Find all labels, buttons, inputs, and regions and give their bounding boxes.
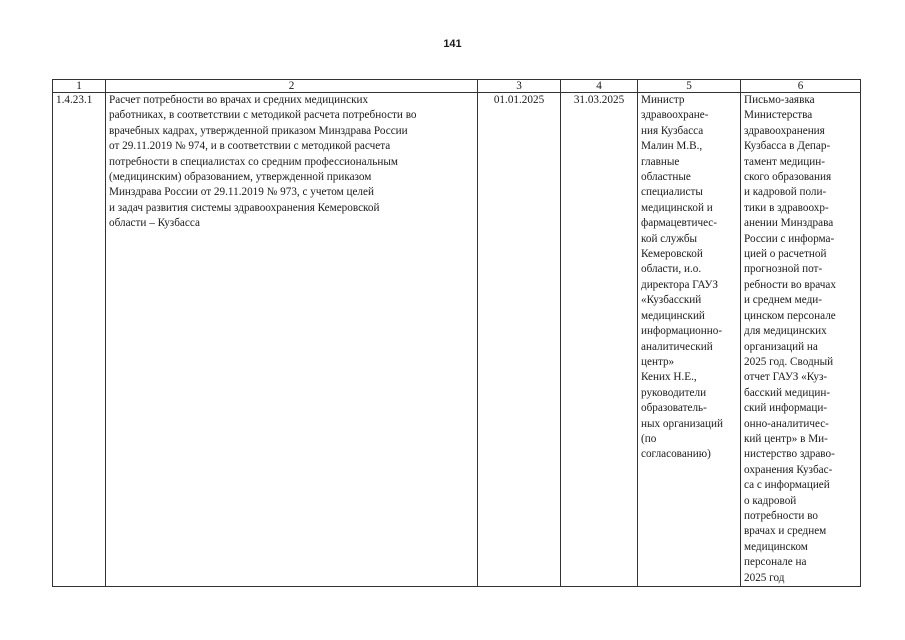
result-text: Письмо-заявка Министерства здравоохранения Кузбасса в Депар- тамент медицин- ского образования и кадровой поли- тики в здравоохр- анении Минздрава России с информа- цией о расчетной прогнозной пот- ребности во врачах и среднем меди- цинском персонале для медицинских организаций на 2025 год. Сводный отчет ГАУЗ «Куз- басский медицин- ский информаци- онно-аналитичес- кий центр» в Ми- нистерство здраво- охранения Кузбас- са с информацией о кадровой потребности во врачах и среднем медицинском персонале на 2025 год [744, 94, 836, 584]
row-start-date: 01.01.2025 [478, 93, 561, 587]
row-end-date: 31.03.2025 [561, 93, 638, 587]
header-cell-2: 2 [106, 80, 478, 93]
description-text: Расчет потребности во врачах и средних медицинских работниках, в соответствии с методикой расчета потребности во врачебных кадрах, утвержденной приказом Минздрава России от 29.11.2019 № 974, и в соответствии с методикой расчета потребности в специалистах со средним профессиональным (медицинским) образованием, утвержденной приказом Минздрава России от 29.11.2019 № 973, с учетом целей и задач развития системы здравоохранения Кемеровской области – Кузбасса [109, 94, 417, 230]
row-result [741, 93, 861, 587]
table-header-row [53, 80, 861, 93]
row-responsible [638, 93, 741, 587]
header-cell-4: 4 [561, 80, 638, 93]
header-cell-1: 1 [53, 80, 106, 93]
page-number: 141 [443, 38, 462, 50]
row-number: 1.4.23.1 [53, 93, 106, 587]
header-cell-5: 5 [638, 80, 741, 93]
header-cell-6: 6 [741, 80, 861, 93]
row-description [106, 93, 478, 587]
plan-table [52, 79, 861, 587]
responsible-text: Министр здравоохране- ния Кузбасса Малин М.В., главные областные специалисты медицинской и фармацевтичес- кой службы Кемеровской области, и.о. директора ГАУЗ «Кузбасский медицинский информационно- аналитический центр» Кених Н.Е., руководители образователь- ных организаций (по согласованию) [641, 94, 723, 461]
header-cell-3: 3 [478, 80, 561, 93]
table-row [53, 93, 861, 587]
